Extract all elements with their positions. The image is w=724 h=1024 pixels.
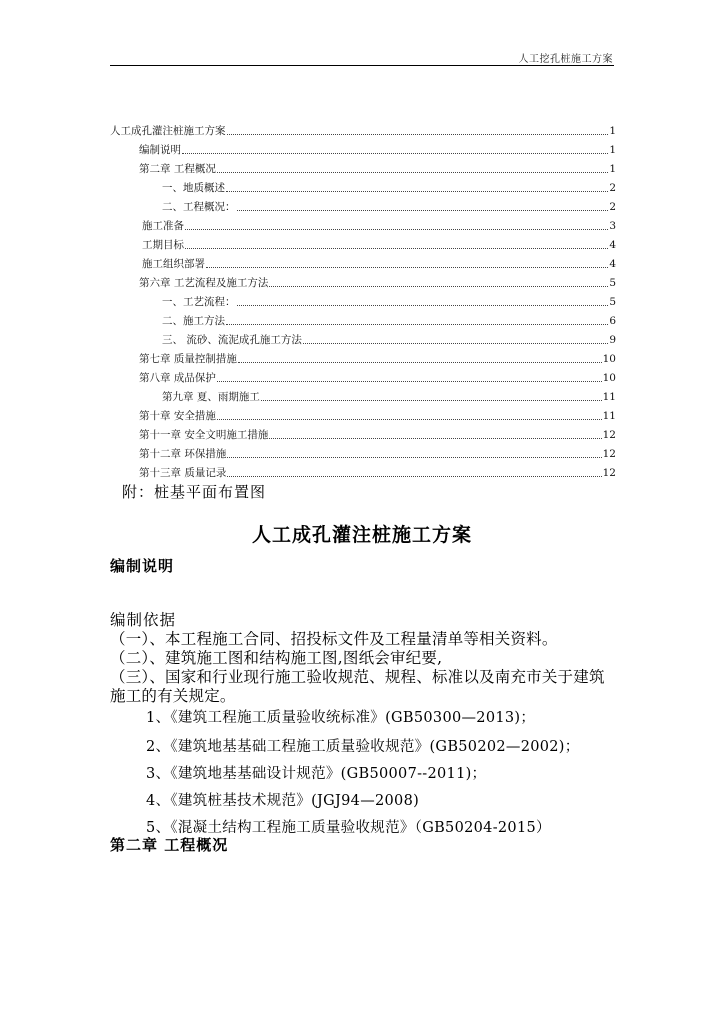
toc-leader <box>226 190 608 192</box>
toc-entry[interactable] <box>162 196 616 214</box>
toc-entry[interactable] <box>139 139 616 157</box>
toc-entry-page: 4 <box>609 258 616 270</box>
toc-entry[interactable] <box>162 386 616 404</box>
toc-entry-page: 2 <box>609 182 616 194</box>
standard-item: 4、《建筑桩基技术规范》(JGJ94—2008) <box>146 793 420 809</box>
toc-entry[interactable] <box>142 215 616 233</box>
toc-entry[interactable] <box>139 424 616 442</box>
basis-heading: 编制依据 <box>110 611 177 629</box>
toc-entry-label: 工期目标 <box>142 239 184 251</box>
toc-entry-label: 一、工艺流程： <box>162 296 236 308</box>
toc-entry-label: 第十三章 质量记录 <box>139 467 227 479</box>
toc-entry-page: 11 <box>602 391 616 403</box>
toc-entry-page: 10 <box>602 372 616 384</box>
toc-entry-page: 1 <box>609 125 616 137</box>
toc-leader <box>217 171 608 173</box>
toc-leader <box>269 437 601 439</box>
toc-entry-label: 第十二章 环保措施 <box>139 448 227 460</box>
toc-entry[interactable] <box>139 443 616 461</box>
toc-entry-page: 5 <box>609 277 616 289</box>
toc-entry-page: 1 <box>609 144 616 156</box>
section-heading: 编制说明 <box>110 557 175 575</box>
standard-item: 2、《建筑地基基础工程施工质量验收规范》(GB50202—2002)； <box>146 739 580 755</box>
toc-entry-page: 3 <box>609 220 616 232</box>
toc-entry-label: 第二章 工程概况 <box>139 163 216 175</box>
standard-item: 3、《建筑地基基础设计规范》(GB50007--2011)； <box>146 766 487 782</box>
toc-entry-label: 第七章 质量控制措施 <box>139 353 237 365</box>
toc-entry-page: 10 <box>602 353 616 365</box>
toc-entry-label: 施工准备 <box>142 220 184 232</box>
running-header: 人工挖孔桩施工方案 <box>518 54 613 65</box>
toc-entry[interactable] <box>139 348 616 366</box>
toc-entry-label: 三、 流砂、流泥成孔施工方法 <box>162 334 302 346</box>
toc-entry-label: 二、施工方法 <box>162 315 225 327</box>
toc-leader <box>227 133 609 135</box>
document-title: 人工成孔灌注桩施工方案 <box>251 524 472 546</box>
toc-entry[interactable] <box>162 329 616 347</box>
toc-entry-page: 12 <box>602 467 616 479</box>
toc-leader <box>185 247 608 249</box>
toc-entry-page: 6 <box>609 315 616 327</box>
toc-entry[interactable] <box>139 462 616 480</box>
toc-leader <box>237 209 609 211</box>
toc-entry-page: 12 <box>602 429 616 441</box>
toc-entry-label: 第九章 夏、雨期施工 <box>162 391 260 403</box>
toc-entry-label: 第八章 成品保护 <box>139 372 216 384</box>
toc-entry-page: 12 <box>602 448 616 460</box>
toc-entry-label: 二、工程概况： <box>162 201 236 213</box>
toc-leader <box>226 323 608 325</box>
toc-entry[interactable] <box>139 158 616 176</box>
toc-entry[interactable] <box>162 177 616 195</box>
toc-entry[interactable] <box>110 120 616 138</box>
toc-entry-label: 一、地质概述 <box>162 182 225 194</box>
toc-entry[interactable] <box>142 234 616 252</box>
chapter-heading: 第二章 工程概况 <box>110 836 229 854</box>
toc-entry-label: 第十一章 安全文明施工措施 <box>139 429 269 441</box>
toc-entry-page: 11 <box>602 410 616 422</box>
toc-entry[interactable] <box>162 291 616 309</box>
toc-leader <box>261 399 602 401</box>
standard-item: 1、《建筑工程施工质量验收统标准》(GB50300—2013)； <box>146 710 536 726</box>
toc-entry-label: 第六章 工艺流程及施工方法 <box>139 277 269 289</box>
toc-leader <box>238 361 602 363</box>
toc-entry-page: 2 <box>609 201 616 213</box>
toc-leader <box>227 475 601 477</box>
toc-entry[interactable] <box>139 367 616 385</box>
toc-entry[interactable] <box>142 253 616 271</box>
toc-entry-label: 编制说明 <box>139 144 181 156</box>
toc-leader <box>217 380 602 382</box>
toc-entry-page: 1 <box>609 163 616 175</box>
toc-entry-label: 施工组织部署 <box>142 258 205 270</box>
basis-item: （二）、建筑施工图和结构施工图,图纸会审纪要, <box>110 649 443 667</box>
toc-entry[interactable] <box>162 310 616 328</box>
toc-entry-page: 5 <box>609 296 616 308</box>
toc-leader <box>237 304 609 306</box>
basis-item: （三）、国家和行业现行施工验收规范、规程、标准以及南充市关于建筑施工的有关规定。 <box>110 668 605 705</box>
toc-entry[interactable] <box>139 405 616 423</box>
toc-leader <box>206 266 608 268</box>
toc-leader <box>185 228 608 230</box>
toc-leader <box>217 418 602 420</box>
toc-leader <box>227 456 601 458</box>
toc-entry-page: 4 <box>609 239 616 251</box>
toc-entry-label: 人工成孔灌注桩施工方案 <box>110 125 226 137</box>
toc-entry-label: 第十章 安全措施 <box>139 410 216 422</box>
toc-attachment-note: 附：桩基平面布置图 <box>122 483 267 501</box>
toc-leader <box>269 285 608 287</box>
toc-entry[interactable] <box>139 272 616 290</box>
toc-leader <box>303 342 608 344</box>
header-rule <box>110 65 614 66</box>
basis-item: （一）、本工程施工合同、招投标文件及工程量清单等相关资料。 <box>110 630 558 648</box>
toc-leader <box>182 152 608 154</box>
standard-item: 5、《混凝土结构工程施工质量验收规范》（GB50204-2015） <box>146 820 551 836</box>
toc-entry-page: 9 <box>609 334 616 346</box>
